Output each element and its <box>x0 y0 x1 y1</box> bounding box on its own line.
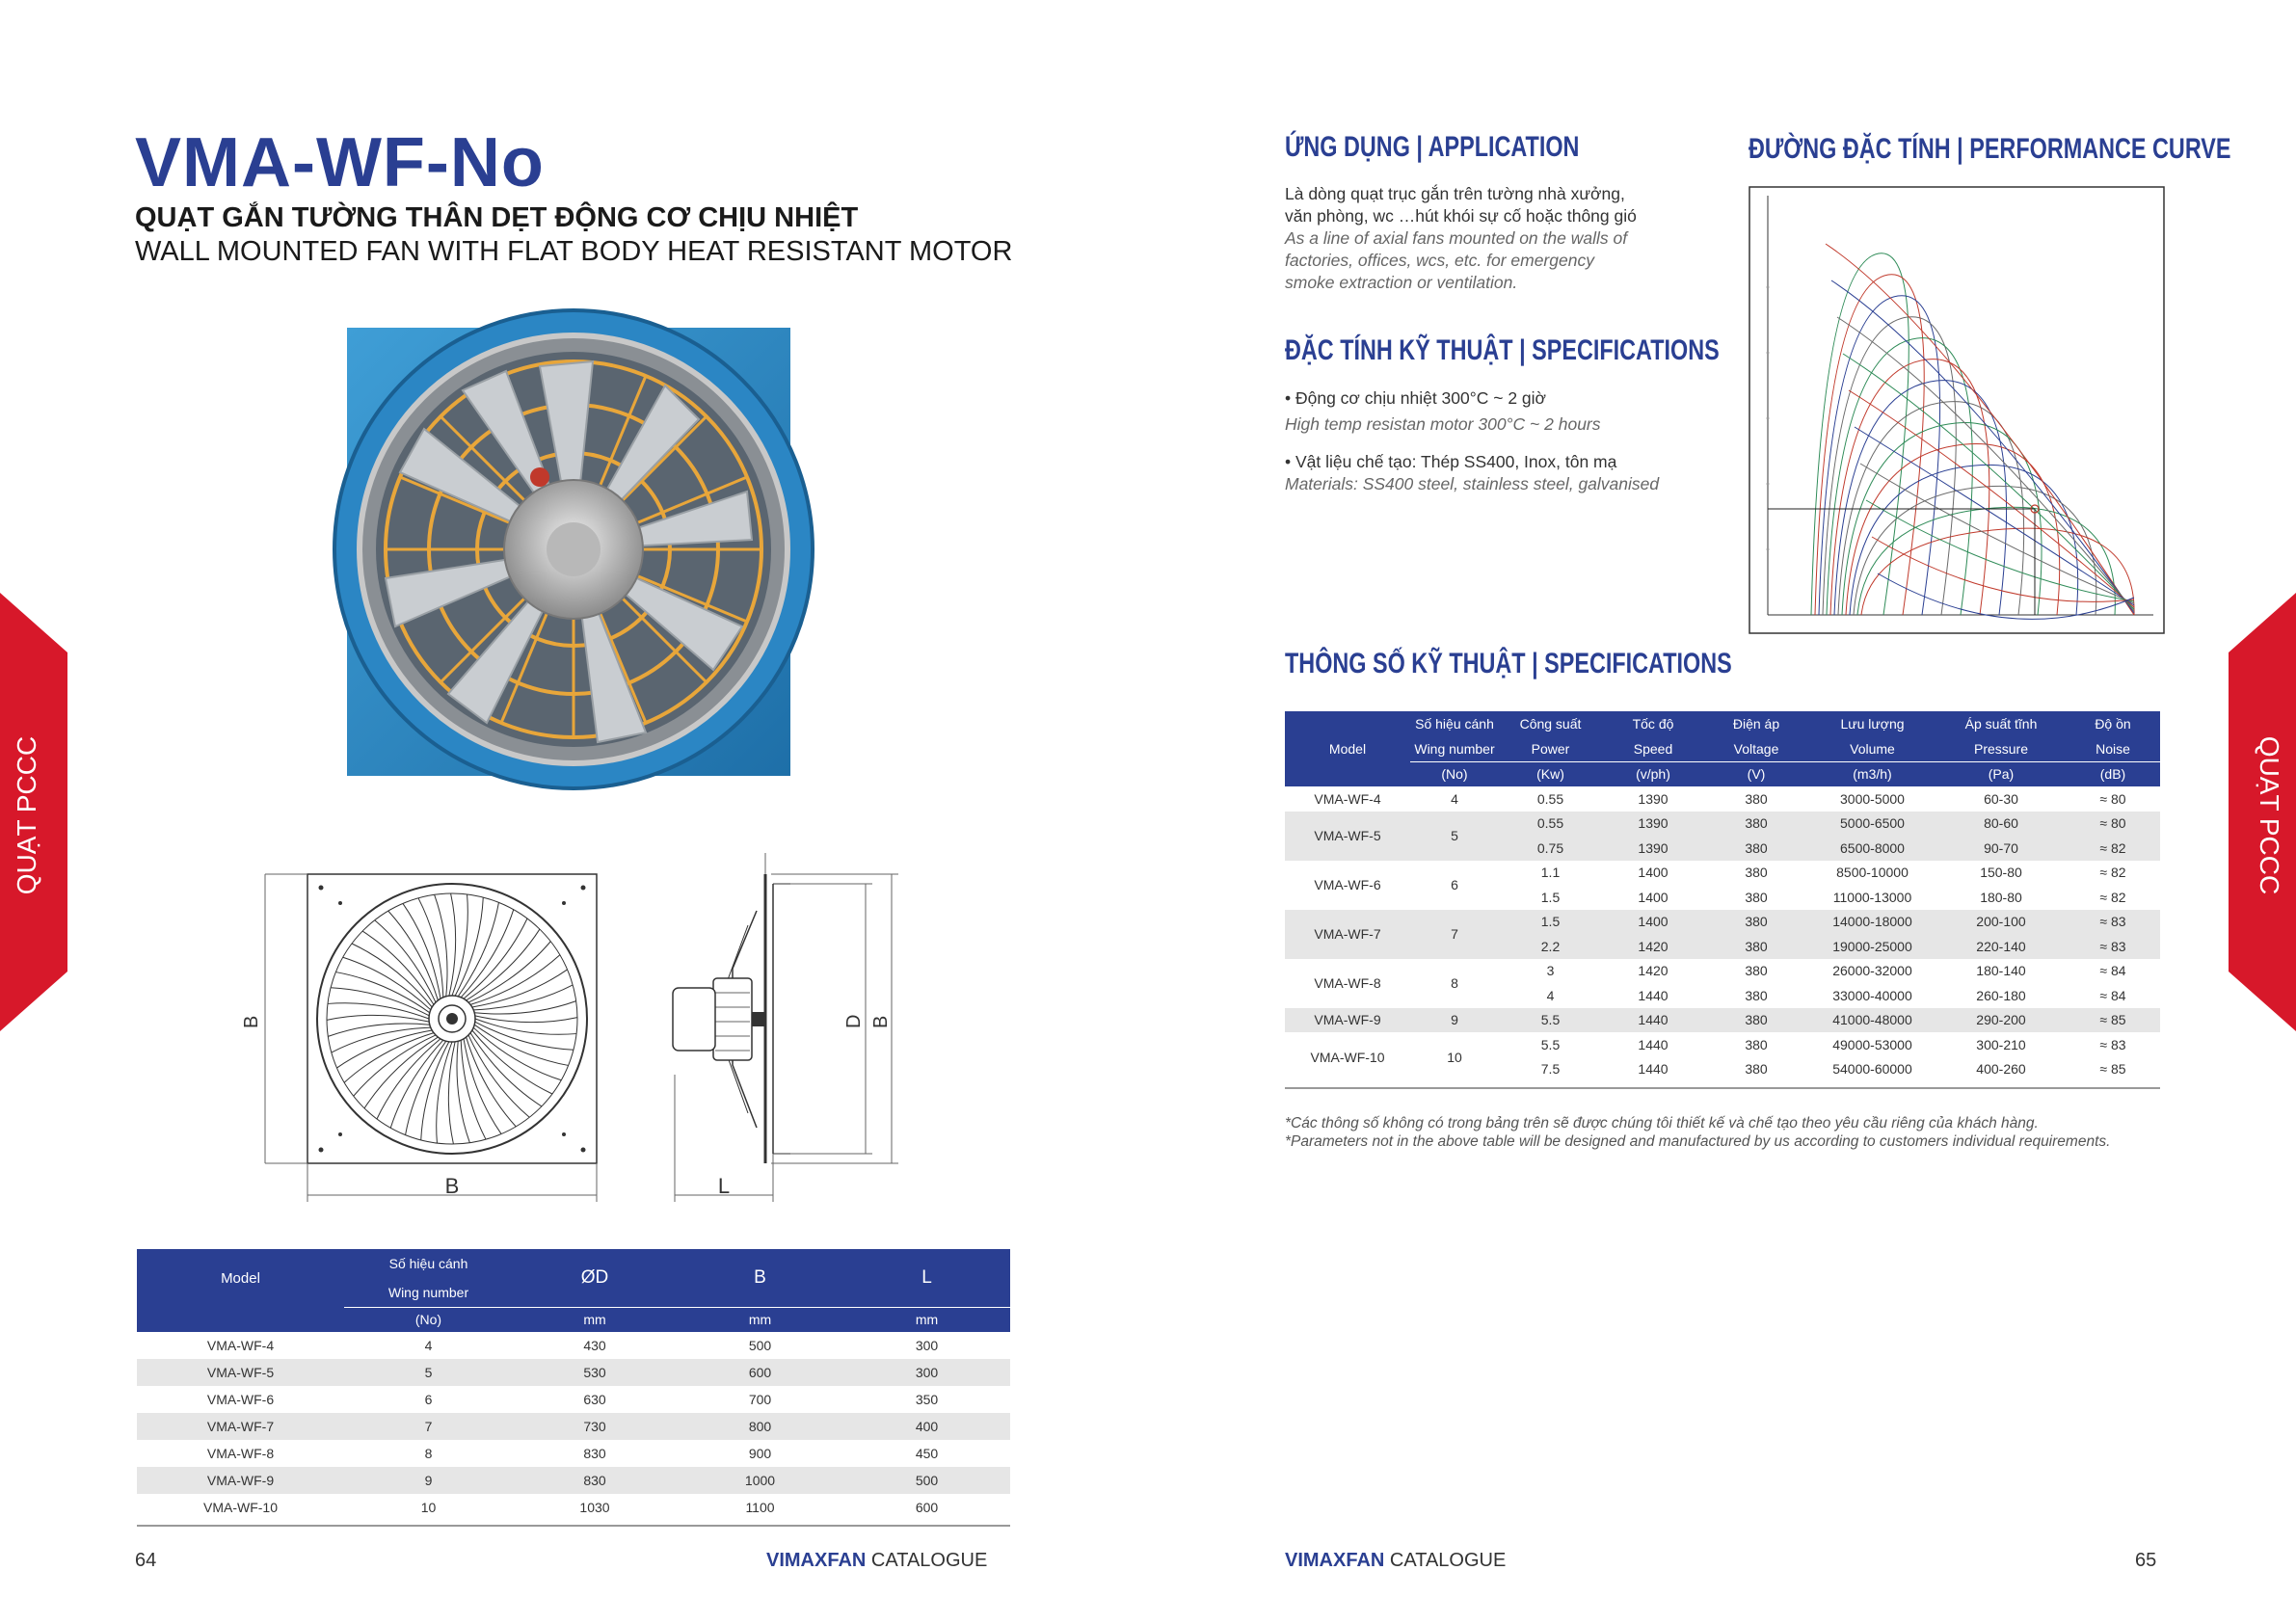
spec-cell-noise: ≈ 83 <box>2066 934 2160 959</box>
spec-col-wing-0: Số hiệu cánh <box>1410 711 1499 736</box>
col-d: ØD <box>513 1249 677 1307</box>
col-l-unit: mm <box>843 1307 1010 1332</box>
spec-cell-power: 0.75 <box>1499 836 1602 861</box>
cell-no: 4 <box>424 1338 433 1353</box>
cell-d: 830 <box>513 1467 677 1494</box>
spec-cell-volume: 11000-13000 <box>1832 889 1912 905</box>
side-view-drawing <box>655 824 916 1214</box>
spec-cell-volume: 3000-5000 <box>1840 790 1905 807</box>
spec-cell-volume: 33000-40000 <box>1832 987 1912 1003</box>
spec-cell-voltage: 380 <box>1745 790 1768 807</box>
spec-cell-noise: ≈ 80 <box>2066 812 2160 837</box>
cell-no: 5 <box>344 1359 513 1386</box>
spec-cell-no: 6 <box>1451 877 1458 892</box>
spec-col-voltage-1: Voltage <box>1704 736 1808 761</box>
subtitle-english: WALL MOUNTED FAN WITH FLAT BODY HEAT RESISTANT MOTOR <box>135 236 1013 267</box>
grill-spoke <box>473 1027 561 1080</box>
spec-cell-voltage: 380 <box>1704 910 1808 935</box>
spec-cell-volume: 54000-60000 <box>1832 1061 1912 1078</box>
catalogue-label: CATALOGUE <box>870 1550 988 1571</box>
application-vn-line2: văn phòng, wc …hút khói sự cố hoặc thông gió <box>1285 206 1637 226</box>
spec-cell-volume: 14000-18000 <box>1808 910 1936 935</box>
spec-cell-speed: 1420 <box>1638 963 1669 979</box>
grill-spoke <box>336 1030 432 1068</box>
spec-cell-voltage: 380 <box>1745 1036 1768 1052</box>
spec-cell-volume: 49000-53000 <box>1832 1036 1912 1052</box>
spec-cell-speed: 1440 <box>1638 1061 1669 1078</box>
cell-no: 8 <box>424 1446 433 1461</box>
spec-col-noise-1: Noise <box>2066 736 2160 761</box>
spec-cell-no: 9 <box>1410 1008 1499 1033</box>
spec-cell-speed: 1400 <box>1638 889 1669 905</box>
spec-col-volume-0: Lưu lượng <box>1808 711 1936 736</box>
cell-model: VMA-WF-10 <box>203 1500 278 1515</box>
spec-cell-pressure: 200-100 <box>1936 910 2066 935</box>
grill-spoke <box>448 1042 455 1144</box>
spec-cell-no: 5 <box>1410 812 1499 861</box>
spec-col-volume-1: Volume <box>1808 736 1936 761</box>
grill-spoke <box>464 918 527 998</box>
spec-cell-pressure: 180-80 <box>1980 889 2022 905</box>
spec-cell-power: 3 <box>1546 963 1555 979</box>
spec-cell-model: VMA-WF-10 <box>1310 1049 1385 1065</box>
note-en: *Parameters not in the above table will be designed and manufactured by us according to customers individual requirements. <box>1285 1133 2111 1150</box>
spec-col-power-2: (Kw) <box>1499 761 1602 786</box>
spec-cell-volume: 8500-10000 <box>1836 865 1909 881</box>
grill-spoke <box>449 893 456 996</box>
spec-cell-noise: ≈ 83 <box>2066 910 2160 935</box>
cell-l: 450 <box>915 1446 939 1461</box>
spec-cell-noise: ≈ 80 <box>2099 790 2126 807</box>
spec-col-speed-1: Speed <box>1602 736 1704 761</box>
grill-spoke <box>455 897 483 996</box>
dim-b-side: B <box>870 1015 892 1028</box>
spec-col-pressure-1: Pressure <box>1936 736 2066 761</box>
grill-spoke <box>421 1042 449 1140</box>
cell-l: 300 <box>843 1359 1010 1386</box>
cell-no: 7 <box>344 1413 513 1440</box>
table-row <box>137 1413 1010 1440</box>
spec-cell-volume: 6500-8000 <box>1808 836 1936 861</box>
page-number-right: 65 <box>2135 1550 2157 1571</box>
spec-cell-voltage: 380 <box>1745 1061 1768 1078</box>
page-number-left: 64 <box>135 1550 157 1571</box>
cell-d: 530 <box>513 1359 677 1386</box>
spec-cell-speed: 1400 <box>1638 865 1669 881</box>
spec-cell-power: 0.55 <box>1536 790 1564 807</box>
cell-model: VMA-WF-4 <box>206 1338 275 1353</box>
spec-col-voltage-0: Điện áp <box>1704 711 1808 736</box>
spec-cell-pressure: 400-260 <box>1976 1061 2026 1078</box>
spec-cell-pressure: 90-70 <box>1936 836 2066 861</box>
spec-cell-noise: ≈ 85 <box>2099 1061 2126 1078</box>
feature-2-en: Materials: SS400 steel, stainless steel, galvanised <box>1285 474 1660 493</box>
col-d-unit: mm <box>513 1307 677 1332</box>
cell-l: 500 <box>843 1467 1010 1494</box>
spec-cell-voltage: 380 <box>1745 963 1768 979</box>
spec-cell-no: 10 <box>1447 1049 1462 1065</box>
table-row <box>137 1467 1010 1494</box>
table-row <box>1285 1008 2160 1033</box>
front-view-drawing <box>241 824 622 1214</box>
spec-cell-noise: ≈ 84 <box>2099 987 2126 1003</box>
feature-2-vn: • Vật liệu chế tạo: Thép SS400, Inox, tôn mạ <box>1285 452 1617 471</box>
fan-product-photo <box>318 308 819 785</box>
spec-cell-noise: ≈ 83 <box>2099 1036 2126 1052</box>
spec-cell-voltage: 380 <box>1745 987 1768 1003</box>
grill-spoke <box>437 1042 452 1143</box>
col-b-unit: mm <box>677 1307 843 1332</box>
application-heading: ỨNG DỤNG | APPLICATION <box>1285 131 1580 163</box>
footer-right-brand <box>1285 1550 1506 1572</box>
spec-cell-power: 0.55 <box>1499 812 1602 837</box>
spec-cell-volume: 19000-25000 <box>1808 934 1936 959</box>
spec-cell-volume: 26000-32000 <box>1832 963 1912 979</box>
spec-cell-power: 1.5 <box>1540 889 1561 905</box>
spec-cell-speed: 1390 <box>1638 790 1669 807</box>
spec-col-pressure-0: Áp suất tĩnh <box>1936 711 2066 736</box>
spec-cell-pressure: 300-210 <box>1976 1036 2026 1052</box>
spec-cell-volume: 41000-48000 <box>1808 1008 1936 1033</box>
spec-cell-speed: 1400 <box>1602 910 1704 935</box>
spec-cell-noise: ≈ 82 <box>2099 889 2126 905</box>
features-list <box>1285 387 1748 495</box>
table-row <box>1285 861 2160 886</box>
cell-no: 6 <box>424 1392 433 1407</box>
spec-cell-speed: 1420 <box>1602 934 1704 959</box>
table-row <box>137 1440 1010 1467</box>
grill-spoke <box>327 1015 429 1022</box>
grill-spoke <box>377 1039 441 1119</box>
grill-spoke <box>461 1040 486 1139</box>
table-row <box>137 1494 1010 1521</box>
cell-no: 9 <box>344 1467 513 1494</box>
cell-no: 10 <box>420 1500 437 1515</box>
footer-left-brand <box>766 1550 987 1572</box>
spec-cell-power: 7.5 <box>1540 1061 1561 1078</box>
cell-l: 600 <box>915 1500 939 1515</box>
spec-cell-voltage: 380 <box>1704 1008 1808 1033</box>
cell-b: 1000 <box>677 1467 843 1494</box>
grill-spoke <box>473 985 573 1010</box>
spec-cell-volume: 5000-6500 <box>1808 812 1936 837</box>
table-row <box>1285 959 2160 984</box>
spec-col-model: Model <box>1285 711 1410 786</box>
spec-cell-power: 1.1 <box>1540 865 1561 881</box>
cell-model: VMA-WF-5 <box>137 1359 344 1386</box>
dim-b-bottom: B <box>444 1174 460 1198</box>
spec-cell-speed: 1390 <box>1602 812 1704 837</box>
table-row <box>1285 786 2160 812</box>
grill-spoke <box>461 910 514 998</box>
spec-cell-power: 2.2 <box>1499 934 1602 959</box>
feature-1-en: High temp resistan motor 300°C ~ 2 hours <box>1285 414 1601 434</box>
spec-cell-model: VMA-WF-7 <box>1285 910 1410 959</box>
grill-spoke <box>475 1019 576 1034</box>
dim-b-left: B <box>241 1015 262 1028</box>
grill-spoke <box>452 894 467 996</box>
spec-col-voltage-2: (V) <box>1704 761 1808 786</box>
cell-model: VMA-WF-7 <box>137 1413 344 1440</box>
spec-cell-model: VMA-WF-6 <box>1314 877 1381 892</box>
spec-col-wing-1: Wing number <box>1410 736 1499 761</box>
note-vn: *Các thông số không có trong bảng trên sẽ được chúng tôi thiết kế và chế tạo theo yêu cầu riêng của khách hàng. <box>1285 1115 2039 1131</box>
dimension-table <box>137 1249 1010 1521</box>
spec-cell-power: 4 <box>1546 987 1555 1003</box>
spec-cell-no: 8 <box>1451 975 1458 991</box>
dim-table-bottom-rule <box>137 1525 1010 1527</box>
col-wing-en: Wing number <box>344 1278 513 1307</box>
spec-cell-noise: ≈ 85 <box>2066 1008 2160 1033</box>
spec-cell-pressure: 220-140 <box>1936 934 2066 959</box>
spec-cell-model: VMA-WF-5 <box>1285 812 1410 861</box>
spec-cell-voltage: 380 <box>1704 836 1808 861</box>
application-en-line2: factories, offices, wcs, etc. for emergency <box>1285 251 1594 270</box>
grill-spoke <box>472 1030 552 1094</box>
spec-col-pressure-2: (Pa) <box>1936 761 2066 786</box>
application-en-line1: As a line of axial fans mounted on the walls of <box>1285 228 1628 248</box>
spec-cell-voltage: 380 <box>1745 889 1768 905</box>
spec-table-heading: THÔNG SỐ KỸ THUẬT | SPECIFICATIONS <box>1285 648 1732 679</box>
brand-name: VIMAXFAN <box>1285 1550 1385 1571</box>
application-text <box>1285 183 1748 294</box>
cell-model: VMA-WF-6 <box>206 1392 275 1407</box>
grill-spoke <box>328 1003 429 1019</box>
col-b: B <box>677 1249 843 1307</box>
cell-l: 400 <box>843 1413 1010 1440</box>
grill-spoke <box>472 970 568 1007</box>
col-model: Model <box>137 1249 344 1307</box>
grill-spoke <box>331 988 429 1016</box>
spec-cell-pressure: 60-30 <box>1984 790 2018 807</box>
grill-spoke <box>475 1016 577 1023</box>
cell-b: 700 <box>748 1392 772 1407</box>
page-title: VMA-WF-No <box>135 124 545 201</box>
spec-cell-speed: 1390 <box>1602 836 1704 861</box>
dim-d: D <box>843 1014 865 1028</box>
grill-spoke <box>332 1027 431 1052</box>
spec-cell-voltage: 380 <box>1704 934 1808 959</box>
spec-cell-pressure: 180-140 <box>1976 963 2026 979</box>
spec-cell-noise: ≈ 84 <box>2099 963 2126 979</box>
cell-model: VMA-WF-9 <box>137 1467 344 1494</box>
cell-b: 900 <box>748 1446 772 1461</box>
catalogue-label: CATALOGUE <box>1389 1550 1507 1571</box>
cell-d: 730 <box>513 1413 677 1440</box>
grill-spoke <box>475 1022 574 1050</box>
col-wing-unit: (No) <box>344 1307 513 1332</box>
cell-d: 430 <box>583 1338 606 1353</box>
spec-cell-pressure: 290-200 <box>1936 1008 2066 1033</box>
application-en-line3: smoke extraction or ventilation. <box>1285 273 1518 292</box>
table-row <box>137 1386 1010 1413</box>
spec-col-wing-2: (No) <box>1410 761 1499 786</box>
cell-d: 630 <box>583 1392 606 1407</box>
spec-cell-noise: ≈ 82 <box>2099 865 2126 881</box>
spec-notes <box>1285 1114 2162 1151</box>
col-l: L <box>843 1249 1010 1307</box>
curve-heading: ĐƯỜNG ĐẶC TÍNH | PERFORMANCE CURVE <box>1749 133 2231 165</box>
spec-col-power-0: Công suất <box>1499 711 1602 736</box>
table-row <box>137 1332 1010 1359</box>
grill-spoke <box>352 944 432 1007</box>
spec-col-power-1: Power <box>1499 736 1602 761</box>
spec-cell-pressure: 260-180 <box>1976 987 2026 1003</box>
cell-l: 350 <box>915 1392 939 1407</box>
spec-cell-pressure: 150-80 <box>1980 865 2022 881</box>
spec-cell-model: VMA-WF-8 <box>1314 975 1381 991</box>
cell-b: 500 <box>748 1338 772 1353</box>
spec-cell-pressure: 80-60 <box>1936 812 2066 837</box>
spec-cell-power: 5.5 <box>1540 1036 1561 1052</box>
col-wing-vn: Số hiệu cánh <box>344 1249 513 1278</box>
subtitle-vietnamese: QUẠT GẮN TƯỜNG THÂN DẸT ĐỘNG CƠ CHỊU NHIỆT <box>135 202 859 233</box>
spec-cell-voltage: 380 <box>1745 865 1768 881</box>
brand-name: VIMAXFAN <box>766 1550 867 1571</box>
spec-cell-speed: 1440 <box>1638 987 1669 1003</box>
features-heading: ĐẶC TÍNH KỸ THUẬT | SPECIFICATIONS <box>1285 334 1720 366</box>
cell-b: 1100 <box>745 1500 775 1515</box>
spec-cell-power: 5.5 <box>1499 1008 1602 1033</box>
spec-cell-noise: ≈ 82 <box>2066 836 2160 861</box>
spec-cell-no: 4 <box>1451 790 1458 807</box>
cell-d: 1030 <box>579 1500 610 1515</box>
performance-curve-chart <box>1749 186 2165 634</box>
cell-l: 300 <box>915 1338 939 1353</box>
application-vn-line1: Là dòng quạt trục gắn trên tường nhà xưởng, <box>1285 184 1625 203</box>
table-row <box>1285 910 2160 935</box>
table-row <box>1285 1032 2160 1057</box>
spec-cell-no: 7 <box>1410 910 1499 959</box>
grill-spoke <box>464 1039 501 1134</box>
feature-1-vn: • Động cơ chịu nhiệt 300°C ~ 2 giờ <box>1285 388 1547 408</box>
spec-cell-speed: 1440 <box>1638 1036 1669 1052</box>
table-row <box>137 1359 1010 1386</box>
grill-spoke <box>390 1040 443 1128</box>
spec-col-noise-0: Độ ồn <box>2066 711 2160 736</box>
cell-b: 600 <box>677 1359 843 1386</box>
cell-b: 800 <box>677 1413 843 1440</box>
spec-col-noise-2: (dB) <box>2066 761 2160 786</box>
spec-col-volume-2: (m3/h) <box>1808 761 1936 786</box>
side-tab-left-label: QUẠT PCCC <box>12 735 41 895</box>
cell-model: VMA-WF-8 <box>206 1446 275 1461</box>
table-row <box>1285 812 2160 837</box>
spec-table-bottom-rule <box>1285 1087 2160 1089</box>
spec-cell-speed: 1440 <box>1602 1008 1704 1033</box>
spec-cell-model: VMA-WF-4 <box>1314 790 1381 807</box>
spec-cell-voltage: 380 <box>1704 812 1808 837</box>
cell-d: 830 <box>583 1446 606 1461</box>
spec-cell-power: 1.5 <box>1499 910 1602 935</box>
dim-l: L <box>717 1174 731 1198</box>
spec-cell-model: VMA-WF-9 <box>1285 1008 1410 1033</box>
spec-col-speed-0: Tốc độ <box>1602 711 1704 736</box>
grill-spoke <box>418 898 443 998</box>
side-tab-right-label: QUẠT PCCC <box>2255 735 2284 895</box>
grill-spoke <box>403 903 441 998</box>
spec-col-speed-2: (v/ph) <box>1602 761 1704 786</box>
grill-spoke <box>343 957 431 1010</box>
specification-table <box>1285 711 2160 1081</box>
